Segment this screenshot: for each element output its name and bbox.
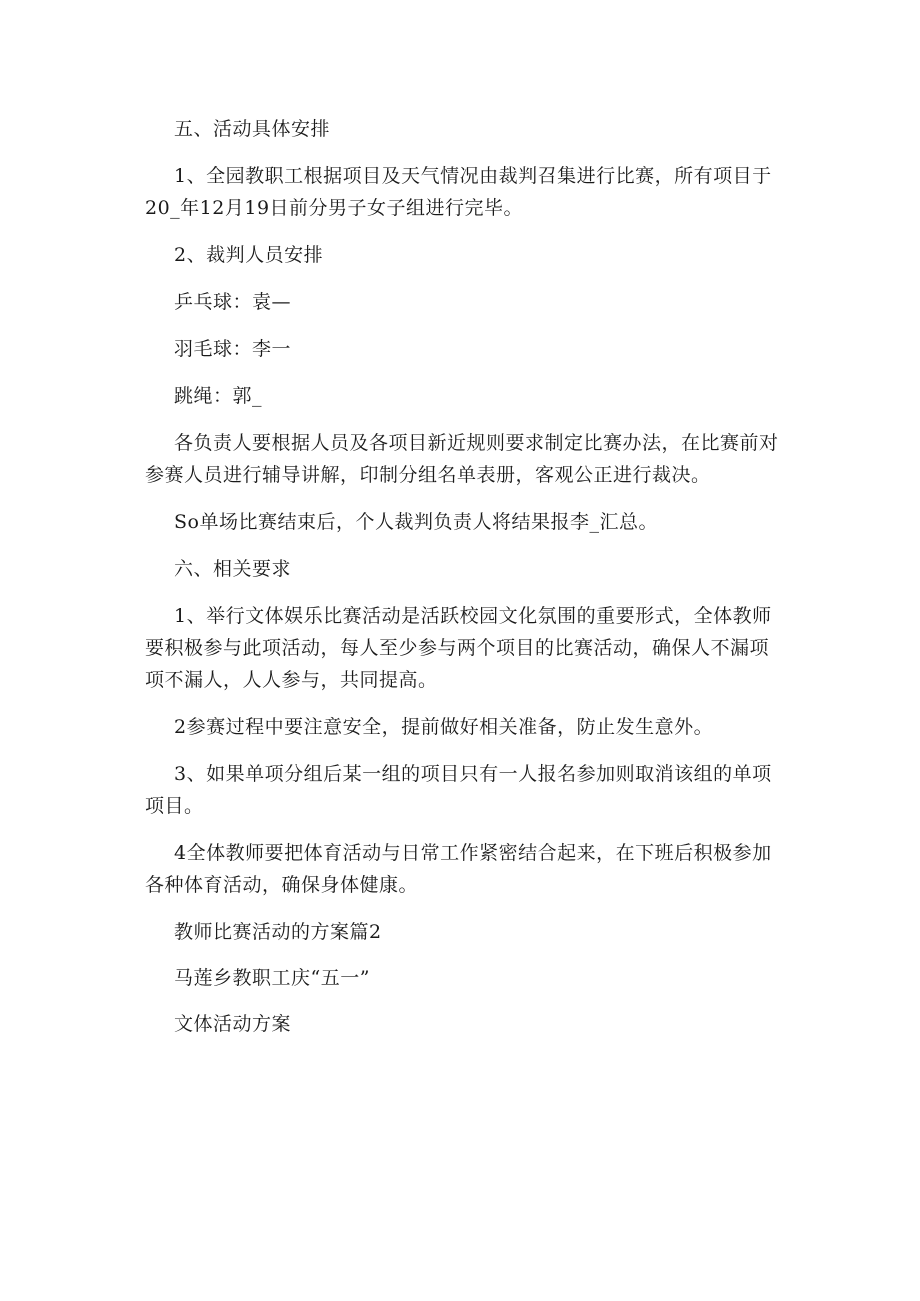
document-body	[145, 113, 785, 1040]
section-heading-arrangement: 五、活动具体安排	[174, 118, 331, 140]
paragraph-requirement-3: 3、如果单项分组后某一组的项目只有一人报名参加则取消该组的单项项目。	[145, 763, 772, 817]
paragraph-referee-badminton: 羽毛球：李一	[174, 338, 292, 360]
paragraph-requirement-1: 1、举行文体娱乐比赛活动是活跃校园文化氛围的重要形式，全体教师要积极参与此项活动，每人至少参与两个项目的比赛活动，确保人不漏项项不漏人，人人参与，共同提高。	[145, 605, 772, 691]
section-heading-requirements: 六、相关要求	[174, 558, 292, 580]
paragraph-responsibility: 各负责人要根据人员及各项目新近规则要求制定比赛办法，在比赛前对参赛人员进行辅导讲解，印制分组名单表册，客观公正进行裁决。	[145, 432, 779, 486]
paragraph-plan-title-2: 教师比赛活动的方案篇2	[174, 921, 382, 943]
paragraph-referee-pingpong: 乒乓球：袁—	[174, 291, 292, 313]
paragraph-subtitle-activity-plan: 文体活动方案	[174, 1013, 292, 1035]
paragraph-competition-schedule: 1、全园教职工根据项目及天气情况由裁判召集进行比赛，所有项目于20_年12月19日前分男子女子组进行完毕。	[145, 165, 772, 219]
paragraph-requirement-4: 4全体教师要把体育活动与日常工作紧密结合起来，在下班后积极参加各种体育活动，确保身体健康。	[145, 842, 772, 896]
paragraph-requirement-2: 2参赛过程中要注意安全，提前做好相关准备，防止发生意外。	[174, 716, 714, 738]
paragraph-subtitle-mayday: 马莲乡教职工庆“五一”	[174, 967, 370, 989]
paragraph-referee-heading: 2、裁判人员安排	[174, 244, 324, 266]
paragraph-results-report: So单场比赛结束后，个人裁判负责人将结果报李_汇总。	[174, 511, 658, 533]
paragraph-referee-ropeskipping: 跳绳：郭_	[174, 385, 263, 407]
